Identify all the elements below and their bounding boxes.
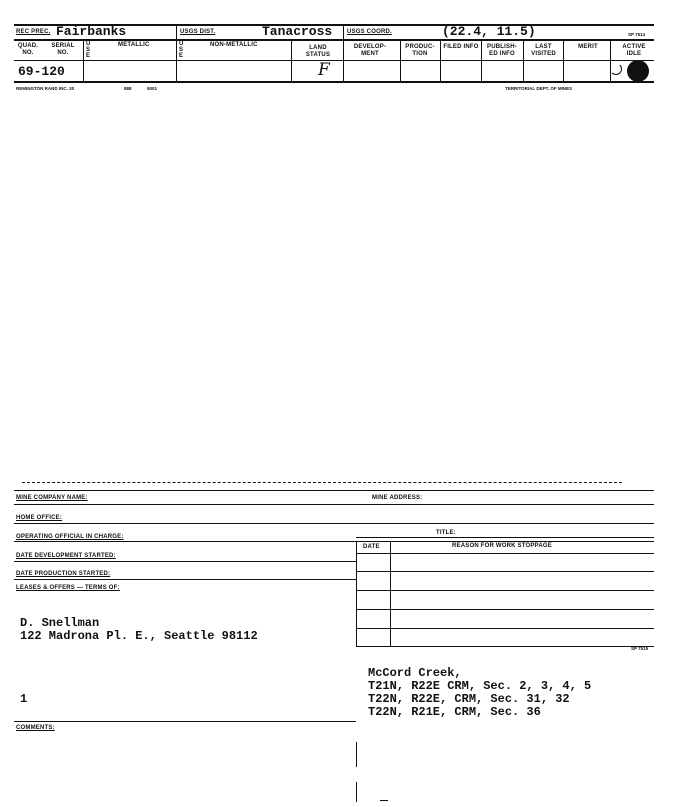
location-line-2: T21N, R22E CRM, Sec. 2, 3, 4, 5 xyxy=(368,679,592,693)
date-col-header: DATE xyxy=(363,544,380,550)
record-count: 1 xyxy=(20,692,28,706)
col-last-visited: LAST VISITED xyxy=(531,44,556,57)
col-div-2 xyxy=(291,40,292,81)
reason-col-header: REASON FOR WORK STOPPAGE xyxy=(452,543,552,549)
comments-tick-1 xyxy=(356,742,357,767)
title-rule xyxy=(356,537,654,538)
title-label: TITLE: xyxy=(436,530,456,536)
form-top-rule xyxy=(14,490,654,491)
col-production: PRODUC- TION xyxy=(405,44,435,57)
col-active-idle: ACTIVE IDLE xyxy=(622,44,646,57)
printer-label: REMINGTON RAND INC. 20 xyxy=(16,86,75,91)
col-div-6 xyxy=(523,40,524,81)
col-div-5 xyxy=(481,40,482,81)
col-div-3 xyxy=(400,40,401,81)
printer-code-1: 888 xyxy=(124,86,132,91)
idle-marker-icon xyxy=(610,63,622,75)
date-row-3 xyxy=(356,590,654,591)
location-line-1: McCord Creek, xyxy=(368,666,462,680)
col-filed-info: FILED INFO xyxy=(443,44,479,50)
department-label: TERRITORIAL DEPT. OF MINES xyxy=(505,86,573,91)
col-non-metallic: NON-METALLIC xyxy=(210,42,258,48)
date-row-2 xyxy=(356,571,654,572)
col-div-8 xyxy=(610,40,611,81)
col-div-4 xyxy=(440,40,441,81)
rec-prec-label: REC PREC. xyxy=(16,29,51,35)
col-div-use-b xyxy=(176,40,177,61)
col-quad-no: QUAD. NO. xyxy=(17,43,39,56)
date-table-left xyxy=(356,541,357,646)
active-dot-icon xyxy=(627,60,649,82)
location-line-3: T22N, R22E, CRM, Sec. 31, 32 xyxy=(368,692,570,706)
rule-2 xyxy=(14,523,654,524)
col-div-1 xyxy=(83,40,84,81)
date-row-5 xyxy=(356,628,654,629)
header-cols-rule xyxy=(14,60,654,61)
header-bottom-rule xyxy=(14,81,654,83)
rule-6 xyxy=(14,721,356,722)
col-serial-no: SERIAL NO. xyxy=(51,43,75,56)
col-land-status: LAND STATUS xyxy=(305,45,331,58)
owner-name: D. Snellman xyxy=(20,616,100,630)
card-edge-rule xyxy=(22,482,622,484)
mine-address-label: MINE ADDRESS: xyxy=(372,495,423,501)
header-mid-rule xyxy=(14,39,654,41)
rec-prec-value: Fairbanks xyxy=(56,24,127,39)
usgs-coord-value: (22.4, 11.5) xyxy=(442,24,536,39)
date-table-mid xyxy=(390,541,391,646)
printer-code-2: 5001 xyxy=(147,86,158,91)
col-published-info: PUBLISH- ED INFO xyxy=(487,44,517,57)
date-development-label: DATE DEVELOPMENT STARTED: xyxy=(16,553,116,559)
col-use-b: U S E xyxy=(179,41,184,59)
col-use-a: U S E xyxy=(86,41,91,59)
date-row-1 xyxy=(356,553,654,554)
date-row-4 xyxy=(356,609,654,610)
home-office-label: HOME OFFICE: xyxy=(16,515,63,521)
rule-1 xyxy=(14,504,654,505)
lower-form-number: SP 7515 xyxy=(631,646,649,651)
divider-usgs-coord xyxy=(343,26,344,81)
comments-dash xyxy=(380,800,388,801)
rule-5 xyxy=(14,579,356,580)
mine-company-name-label: MINE COMPANY NAME: xyxy=(16,495,88,501)
comments-label: COMMENTS: xyxy=(16,725,55,731)
rule-3 xyxy=(14,541,654,542)
operating-official-label: OPERATING OFFICIAL IN CHARGE: xyxy=(16,534,124,540)
usgs-dist-value: Tanacross xyxy=(262,24,333,39)
quad-serial-value: 69-120 xyxy=(18,64,65,79)
leases-offers-label: LEASES & OFFERS — TERMS OF: xyxy=(16,585,120,591)
comments-tick-2 xyxy=(356,782,357,802)
col-development: DEVELOP- MENT xyxy=(353,44,387,57)
usgs-coord-label: USGS COORD. xyxy=(347,29,392,35)
col-div-7 xyxy=(563,40,564,81)
location-line-4: T22N, R21E, CRM, Sec. 36 xyxy=(368,705,541,719)
owner-address: 122 Madrona Pl. E., Seattle 98112 xyxy=(20,629,258,643)
col-merit: MERIT xyxy=(578,44,598,50)
date-production-label: DATE PRODUCTION STARTED: xyxy=(16,571,111,577)
date-row-6 xyxy=(356,646,654,647)
rule-4 xyxy=(14,561,356,562)
header-form-number: SP 7514 xyxy=(628,32,646,37)
land-status-mark: F xyxy=(318,60,330,80)
col-metallic: METALLIC xyxy=(118,42,150,48)
usgs-dist-label: USGS DIST. xyxy=(180,29,216,35)
